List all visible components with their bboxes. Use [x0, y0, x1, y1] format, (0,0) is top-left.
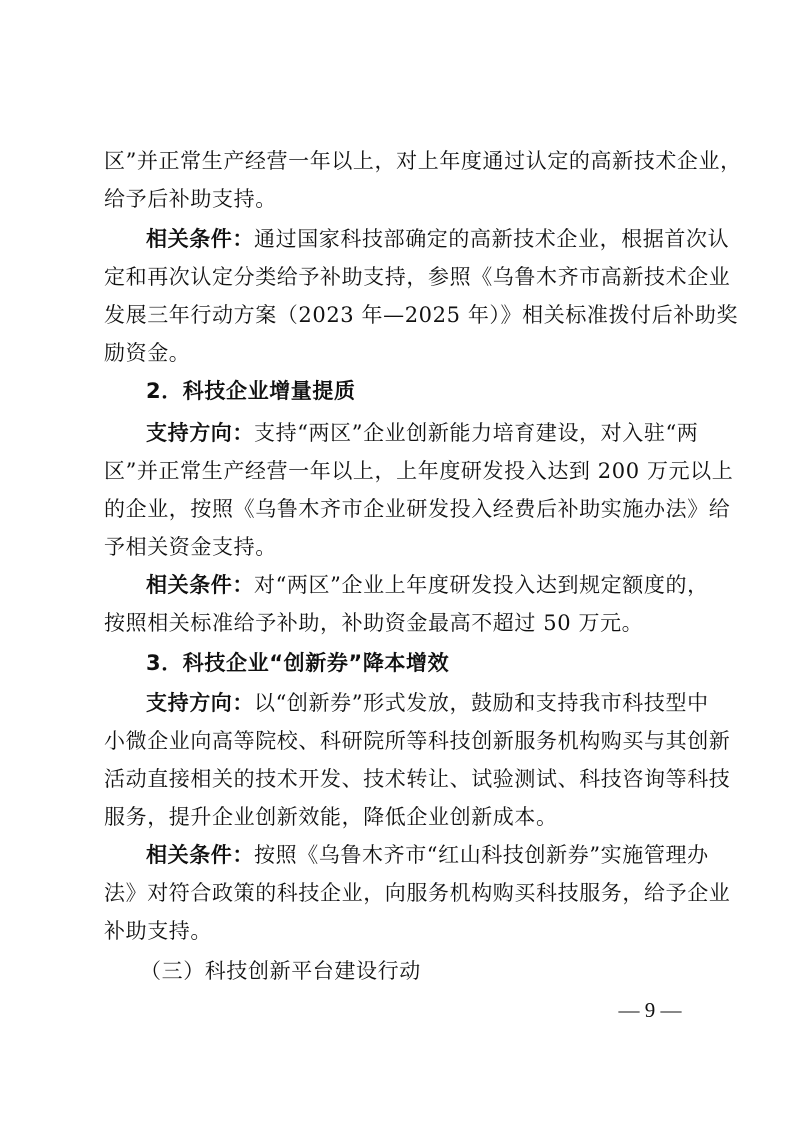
paragraph-text: 支持“两区”企业创新能力培育建设，对入驻“两 [254, 421, 699, 445]
paragraph-text: 对“两区”企业上年度研发投入达到规定额度的， [254, 573, 709, 597]
body-text-line: 定和再次认定分类给予补助支持，参照《乌鲁木齐市高新技术企业 [104, 265, 731, 289]
body-text-line: 给予后补助支持。 [104, 187, 277, 211]
paragraph-support-direction-2 [146, 420, 736, 446]
body-text-line: 补助支持。 [104, 919, 212, 943]
paragraph-text: 通过国家科技部确定的高新技术企业，根据首次认 [254, 227, 730, 251]
body-text-line: 小微企业向高等院校、科研院所等科技创新服务机构购买与其创新 [104, 729, 731, 753]
paragraph-text: 以“创新券”形式发放，鼓励和支持我市科技型中 [254, 691, 709, 715]
paragraph-label: 相关条件： [146, 843, 254, 867]
paragraph-related-conditions-2 [146, 572, 736, 598]
body-text-line: 法》对符合政策的科技企业，向服务机构购买科技服务，给予企业 [104, 881, 731, 905]
section-heading-4: （三）科技创新平台建设行动 [140, 959, 421, 983]
paragraph-label: 支持方向： [146, 421, 254, 445]
body-text-line: 的企业，按照《乌鲁木齐市企业研发投入经费后补助实施办法》给 [104, 497, 731, 521]
body-text-line: 活动直接相关的技术开发、技术转让、试验测试、科技咨询等科技 [104, 767, 731, 791]
body-text-line: 按照相关标准给予补助，补助资金最高不超过 50 万元。 [104, 611, 644, 635]
section-heading-2: 2．科技企业增量提质 [146, 379, 356, 403]
paragraph-label: 支持方向： [146, 691, 254, 715]
paragraph-support-direction-3 [146, 690, 736, 716]
section-heading-3: 3．科技企业“创新券”降本增效 [146, 651, 450, 675]
body-text-line: 区”并正常生产经营一年以上，上年度研发投入达到 200 万元以上 [104, 459, 734, 483]
paragraph-text: 按照《乌鲁木齐市“红山科技创新券”实施管理办 [254, 843, 709, 867]
body-text-line: 励资金。 [104, 341, 191, 365]
paragraph-related-conditions-1 [146, 226, 736, 252]
body-text-line: 服务，提升企业创新效能，降低企业创新成本。 [104, 805, 558, 829]
page-number: — 9 — [618, 998, 682, 1022]
body-text-line: 发展三年行动方案（2023 年—2025 年）》相关标准拨付后补助奖 [104, 303, 739, 327]
body-text-line: 予相关资金支持。 [104, 535, 277, 559]
paragraph-label: 相关条件： [146, 227, 254, 251]
body-text-line: 区”并正常生产经营一年以上，对上年度通过认定的高新技术企业， [104, 149, 742, 173]
paragraph-label: 相关条件： [146, 573, 254, 597]
paragraph-related-conditions-3 [146, 842, 736, 868]
